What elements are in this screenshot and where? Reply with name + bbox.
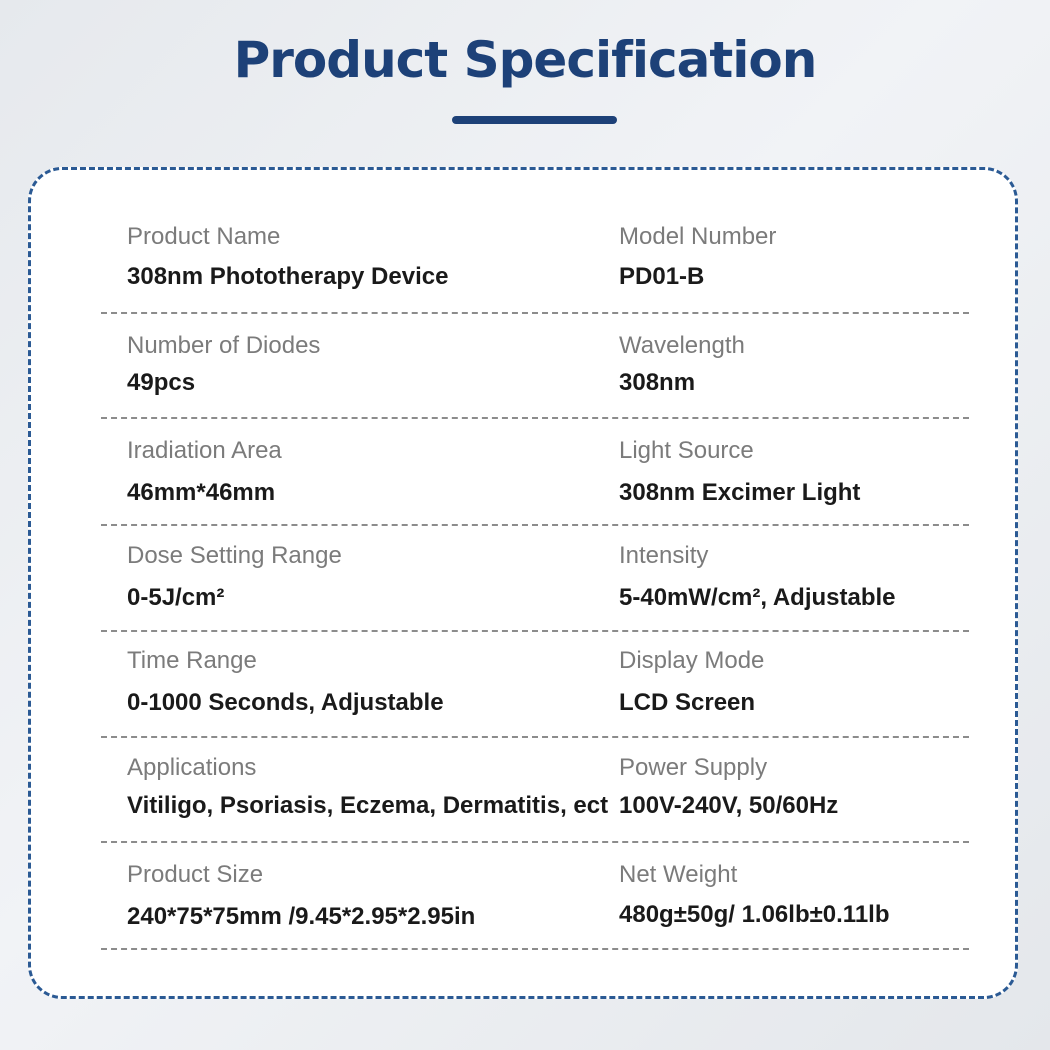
spec-cell-intensity — [619, 541, 896, 613]
spec-row — [101, 753, 969, 843]
spec-row — [101, 646, 969, 738]
spec-label: Intensity — [619, 542, 709, 569]
spec-label: Number of Diodes — [127, 332, 321, 359]
spec-cell-applications — [127, 753, 608, 821]
spec-label: Applications — [127, 754, 257, 781]
spec-cell-net-weight — [619, 860, 890, 930]
spec-value: Vitiligo, Psoriasis, Eczema, Dermatitis, ect — [127, 792, 609, 819]
spec-cell-model-number — [619, 222, 776, 292]
spec-row — [101, 436, 969, 526]
spec-cell-light-source — [619, 436, 860, 508]
spec-value: LCD Screen — [619, 689, 756, 716]
spec-card — [28, 167, 1018, 999]
spec-label: Power Supply — [619, 754, 768, 781]
spec-cell-time-range — [127, 646, 444, 718]
spec-label: Product Name — [127, 223, 281, 250]
spec-label: Display Mode — [619, 647, 765, 674]
spec-cell-product-size — [127, 860, 475, 932]
spec-label: Light Source — [619, 437, 754, 464]
spec-row — [101, 331, 969, 419]
spec-cell-dose-setting-range — [127, 541, 342, 613]
spec-row — [101, 541, 969, 632]
spec-value: 100V-240V, 50/60Hz — [619, 792, 839, 819]
spec-label: Wavelength — [619, 332, 745, 359]
spec-value: 0-5J/cm² — [127, 584, 225, 611]
title-underline — [452, 116, 617, 124]
spec-cell-power-supply — [619, 753, 838, 821]
spec-cell-iradiation-area — [127, 436, 282, 508]
spec-value: PD01-B — [619, 263, 705, 290]
spec-value: 308nm Excimer Light — [619, 479, 861, 506]
spec-label: Model Number — [619, 223, 777, 250]
spec-value: 308nm Phototherapy Device — [127, 263, 449, 290]
spec-cell-wavelength — [619, 331, 745, 398]
spec-value: 308nm — [619, 369, 696, 396]
spec-cell-product-name — [127, 222, 448, 292]
spec-row — [101, 222, 969, 314]
spec-label: Dose Setting Range — [127, 542, 342, 569]
spec-cell-number-of-diodes — [127, 331, 320, 398]
spec-label: Net Weight — [619, 861, 738, 888]
spec-row — [101, 860, 969, 950]
spec-value: 49pcs — [127, 369, 196, 396]
spec-value: 46mm*46mm — [127, 479, 276, 506]
spec-value: 0-1000 Seconds, Adjustable — [127, 689, 444, 716]
spec-label: Time Range — [127, 647, 257, 674]
spec-value: 5-40mW/cm², Adjustable — [619, 584, 896, 611]
spec-label: Iradiation Area — [127, 437, 282, 464]
spec-label: Product Size — [127, 861, 264, 888]
spec-cell-display-mode — [619, 646, 764, 718]
page-title: Product Specification — [233, 31, 817, 89]
spec-value: 480g±50g/ 1.06lb±0.11lb — [619, 901, 890, 928]
spec-value: 240*75*75mm /9.45*2.95*2.95in — [127, 903, 476, 930]
